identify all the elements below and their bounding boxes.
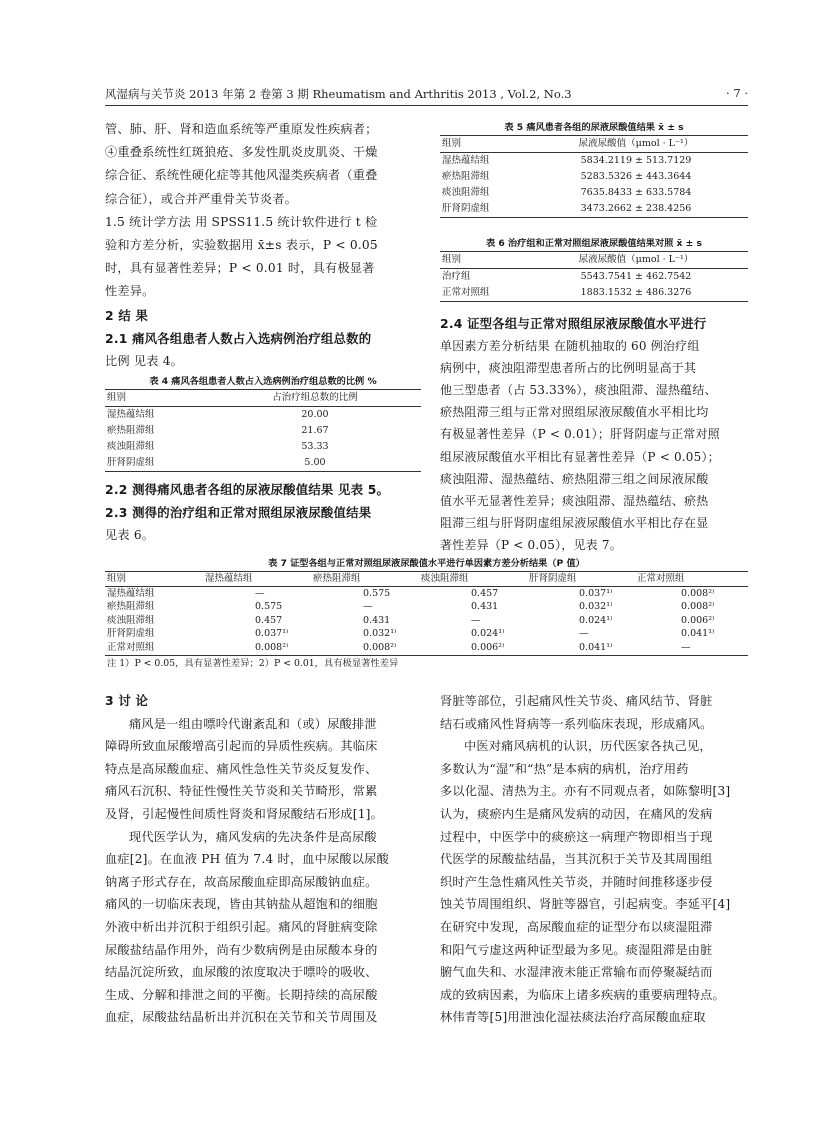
table-row <box>440 285 748 302</box>
table-cell: 痰浊阻滞组 <box>107 614 155 626</box>
table-cell: 1883.1532 ± 486.3276 <box>580 287 692 298</box>
running-header <box>105 86 748 104</box>
table-4 <box>105 374 421 472</box>
text-line: 他三型患者（占 53.33%），痰浊阻滞、湿热蕴结、 <box>440 383 717 398</box>
section-2-heading: 2 结 果 <box>105 307 149 323</box>
text-line: 特点是高尿酸血症、痛风性急性关节炎反复发作、 <box>105 761 378 776</box>
text-line: 蚀关节周围组织、肾脏等器官，引起病变。李延平[4] <box>440 897 731 912</box>
text-line: 血症，尿酸盐结晶析出并沉积在关节和关节周围及 <box>105 1010 378 1025</box>
table-cell: 21.67 <box>301 425 329 436</box>
table-note: 注 1）P < 0.05，具有显著性差异；2）P < 0.01，具有极显著性差异 <box>107 657 399 669</box>
table-cell: 治疗组 <box>442 271 471 282</box>
text-line: 瘀热阻滞三组与正常对照组尿液尿酸值水平相比均 <box>440 405 709 420</box>
text-line: 尿酸盐结晶作用外，尚有少数病例是由尿酸本身的 <box>105 942 378 957</box>
text-line: 林伟青等[5]用泄浊化湿祛痰法治疗高尿酸血症取 <box>440 1010 706 1025</box>
table-cell: 5834.2119 ± 513.7129 <box>580 155 692 166</box>
left-top-text <box>105 118 421 373</box>
table-cell: 瘀热阻滞组 <box>107 425 155 436</box>
table-cell: — <box>363 601 373 613</box>
table-5 <box>440 120 748 218</box>
table-cell: 0.431 <box>363 614 391 626</box>
table-cell: 3473.2662 ± 238.4256 <box>580 203 692 214</box>
table-row <box>105 641 748 656</box>
right-bottom-text <box>440 690 750 1029</box>
text-line: 过程中，中医学中的痰瘀这一病理产物即相当于现 <box>440 829 713 844</box>
section-1-5-heading: 1.5 统计学方法 用 SPSS11.5 统计软件进行 t 检 <box>105 214 378 229</box>
table-caption: 表 5 痛风患者各组的尿液尿酸值结果 x̄ ± s <box>504 122 684 133</box>
text-line: 成的致病因素，为临床上诸多疾病的重要病理特点。 <box>440 987 725 1002</box>
section-2-1-heading: 2.1 痛风各组患者人数占入选病例治疗组总数的 <box>105 330 372 346</box>
text-line: 现代医学认为，痛风发病的先决条件是高尿酸 <box>129 829 377 844</box>
text-line: 值水平无显著性差异；痰浊阻滞、湿热蕴结、瘀热 <box>440 493 709 508</box>
table-caption: 表 6 治疗组和正常对照组尿液尿酸值结果对照 x̄ ± s <box>485 238 703 249</box>
table-cell: 肝肾阴虚组 <box>442 203 490 214</box>
table-header-row <box>440 251 748 269</box>
text-line: 性差异。 <box>105 284 155 299</box>
table-row <box>105 614 748 628</box>
text-line: 结晶沉淀所致，血尿酸的浓度取决于嘌呤的吸收、 <box>105 965 378 980</box>
table-row <box>105 439 421 455</box>
table-cell: 5543.7541 ± 462.7542 <box>580 271 692 282</box>
section-2-2-heading: 2.2 测得痛风患者各组的尿液尿酸值结果 见表 5。 <box>105 482 390 497</box>
table-header-cell: 湿热蕴结组 <box>205 573 253 584</box>
section-3-heading: 3 讨 论 <box>105 693 149 708</box>
table-row <box>105 627 748 641</box>
table-cell: 0.032¹⁾ <box>579 601 613 613</box>
table-header-cell: 组别 <box>442 254 462 265</box>
table-cell: 0.008²⁾ <box>363 641 397 653</box>
table-header-row <box>105 389 421 407</box>
text-line: 组尿液尿酸值水平相比有显著性差异（P < 0.05）； <box>440 449 720 464</box>
table-cell: 肝肾阴虚组 <box>107 628 155 640</box>
table-cell: 痰浊阻滞组 <box>442 187 490 198</box>
text-line: 血症[2]。在血液 PH 值为 7.4 时，血中尿酸以尿酸 <box>105 852 389 867</box>
text-line: 及肾，引起慢性间质性肾炎和肾尿酸结石形成[1]。 <box>105 806 384 821</box>
table-cell: — <box>681 641 691 653</box>
table-row <box>105 587 748 601</box>
table-header-cell: 痰浊阻滞组 <box>421 573 469 584</box>
table-row <box>440 169 748 185</box>
text-line: 和阳气亏虚这两种证型最为多见。痰湿阻滞是由脏 <box>440 942 713 957</box>
text-line: 比例 见表 4。 <box>105 354 184 369</box>
table-row <box>105 600 748 614</box>
table-cell: 0.575 <box>363 587 391 599</box>
table-cell: 0.457 <box>471 587 499 599</box>
table-header-cell: 正常对照组 <box>637 573 685 584</box>
table-cell: 0.041¹⁾ <box>579 641 613 653</box>
text-line: 时，具有显著性差异；P < 0.01 时，具有极显著 <box>105 261 375 276</box>
table-cell: — <box>579 628 589 640</box>
table-cell: 53.33 <box>301 441 329 452</box>
text-line: 认为，痰瘀内生是痛风发病的动因，在痛风的发病 <box>440 806 713 821</box>
table-header-cell: 组别 <box>107 573 127 584</box>
text-line: 阻滞三组与肝肾阴虚组尿液尿酸值水平相比存在显 <box>440 515 709 530</box>
text-line: ④重叠系统性红斑狼疮、多发性肌炎皮肌炎、干燥 <box>105 145 378 160</box>
table-cell: 湿热蕴结组 <box>107 587 155 599</box>
table-header-cell: 组别 <box>107 392 127 403</box>
text-line: 钠离子形式存在，故高尿酸血症即高尿酸钠血症。 <box>105 874 378 889</box>
text-line: 见表 6。 <box>105 528 155 543</box>
table-cell: 瘀热阻滞组 <box>442 171 490 182</box>
text-line: 病例中，痰浊阻滞型患者所占的比例明显高于其 <box>440 361 697 376</box>
table-cell: — <box>255 587 265 599</box>
table-row <box>440 201 748 218</box>
table-cell: 肝肾阴虚组 <box>107 457 155 468</box>
text-line: 痰浊阻滞、湿热蕴结、瘀热阻滞三组之间尿液尿酸 <box>440 471 709 486</box>
table-cell: 20.00 <box>301 409 329 420</box>
table-cell: 0.024¹⁾ <box>471 628 505 640</box>
table-cell: 0.431 <box>471 601 499 613</box>
text-line: 多数认为“湿”和“热”是本病的病机，治疗用药 <box>440 761 689 776</box>
text-line: 多以化湿、清热为主。亦有不同观点者，如陈黎明[3] <box>440 784 731 799</box>
text-line: 痛风石沉积、特征性慢性关节炎和关节畸形，常累 <box>105 784 378 799</box>
table-header-cell: 组别 <box>442 138 462 149</box>
table-cell: 瘀热阻滞组 <box>107 601 155 613</box>
table-header-cell: 肝肾阴虚组 <box>529 573 577 584</box>
table-caption: 表 7 证型各组与正常对照组尿液尿酸值水平进行单因素方差分析结果（P 值） <box>268 558 585 569</box>
left-bottom-text <box>105 690 421 1029</box>
text-line: 综合征），或合并严重骨关节炎者。 <box>105 191 298 206</box>
table-row <box>440 185 748 201</box>
table-cell: 湿热蕴结组 <box>442 155 490 166</box>
table-cell: 0.008²⁾ <box>681 587 715 599</box>
text-line: 代医学的尿酸盐结晶，当其沉积于关节及其周围组 <box>440 852 713 867</box>
table-cell: 0.024¹⁾ <box>579 614 613 626</box>
table-row <box>105 455 421 472</box>
text-line: 管、肺、肝、肾和造血系统等严重原发性疾病者； <box>105 122 378 136</box>
text-line: 验和方差分析，实验数据用 x̄±s 表示，P < 0.05 <box>105 238 378 253</box>
text-line: 障碍所致血尿酸增高引起而的异质性疾病。其临床 <box>105 739 378 754</box>
table-cell: 0.032¹⁾ <box>363 628 397 640</box>
table-header-cell: 尿液尿酸值（μmol · L⁻¹） <box>578 254 694 265</box>
text-line: 综合征、系统性硬化症等其他风湿类疾病者（重叠 <box>105 168 378 183</box>
left-mid-text <box>105 478 421 548</box>
table-6 <box>440 236 748 302</box>
table-row <box>105 407 421 423</box>
right-top-text <box>440 313 750 556</box>
table-cell: 湿热蕴结组 <box>107 409 155 420</box>
text-line: 肾脏等部位，引起痛风性关节炎、痛风结节、肾脏 <box>440 694 713 708</box>
journal-citation: 风湿病与关节炎 2013 年第 2 卷第 3 期 Rheumatism and Arthritis 2013 , Vol.2, No.3 <box>105 87 572 101</box>
table-header-cell: 占治疗组总数的比例 <box>272 392 358 403</box>
table-cell: 0.008²⁾ <box>255 641 289 653</box>
table-cell: 5.00 <box>304 457 326 468</box>
text-line: 外液中析出并沉积于组织引起。痛风的肾脏病变除 <box>105 919 378 934</box>
table-cell: 0.457 <box>255 614 283 626</box>
table-cell: — <box>471 614 481 626</box>
table-row <box>440 153 748 169</box>
table-cell: 0.006²⁾ <box>471 641 505 653</box>
table-7 <box>105 556 748 671</box>
section-2-4-heading: 2.4 证型各组与正常对照组尿液尿酸值水平进行 <box>440 316 707 331</box>
table-cell: 0.041¹⁾ <box>681 628 715 640</box>
table-header-cell: 瘀热阻滞组 <box>313 573 361 584</box>
table-cell: 0.008²⁾ <box>681 601 715 613</box>
text-line: 生成、分解和排泄之间的平衡。长期持续的高尿酸 <box>105 987 378 1002</box>
table-cell: 0.037¹⁾ <box>579 587 613 599</box>
text-line: 在研究中发现，高尿酸血症的证型分布以痰湿阻滞 <box>440 919 713 934</box>
table-cell: 正常对照组 <box>107 641 155 653</box>
page-number: · 7 · <box>726 86 748 100</box>
table-cell: 0.006²⁾ <box>681 614 715 626</box>
text-line: 著性差异（P < 0.05），见表 7。 <box>440 537 622 552</box>
text-line: 腑气血失和、水湿津液未能正常输布而停聚凝结而 <box>440 965 713 980</box>
table-row <box>440 269 748 285</box>
table-cell: 痰浊阻滞组 <box>107 441 155 452</box>
text-line: 单因素方差分析结果 在随机抽取的 60 例治疗组 <box>440 339 700 354</box>
table-header-cell: 尿液尿酸值（μmol · L⁻¹） <box>578 138 694 149</box>
text-line: 织时产生急性痛风性关节炎，并随时间推移逐步侵 <box>440 874 713 889</box>
text-line: 痛风的一切临床表现，皆由其钠盐从超饱和的细胞 <box>105 897 378 912</box>
table-cell: 正常对照组 <box>442 287 490 298</box>
table-cell: 5283.5326 ± 443.3644 <box>580 171 692 182</box>
table-header-row <box>105 571 748 587</box>
table-caption: 表 4 痛风各组患者人数占入选病例治疗组总数的比例 % <box>149 376 377 387</box>
text-line: 痛风是一组由嘌呤代谢紊乱和（或）尿酸排泄 <box>129 716 377 731</box>
text-line: 中医对痛风病机的认识，历代医家各执己见， <box>464 739 712 754</box>
table-header-row <box>440 135 748 153</box>
header-rule <box>105 105 748 106</box>
table-cell: 7635.8433 ± 633.5784 <box>580 187 692 198</box>
table-row <box>105 423 421 439</box>
text-line: 有极显著性差异（P < 0.01）；肝肾阴虚与正常对照 <box>440 427 720 442</box>
section-2-3-heading: 2.3 测得的治疗组和正常对照组尿液尿酸值结果 <box>105 505 372 521</box>
table-cell: 0.037¹⁾ <box>255 628 289 640</box>
text-line: 结石或痛风性肾病等一系列临床表现，形成痛风。 <box>440 716 713 731</box>
table-cell: 0.575 <box>255 601 283 613</box>
